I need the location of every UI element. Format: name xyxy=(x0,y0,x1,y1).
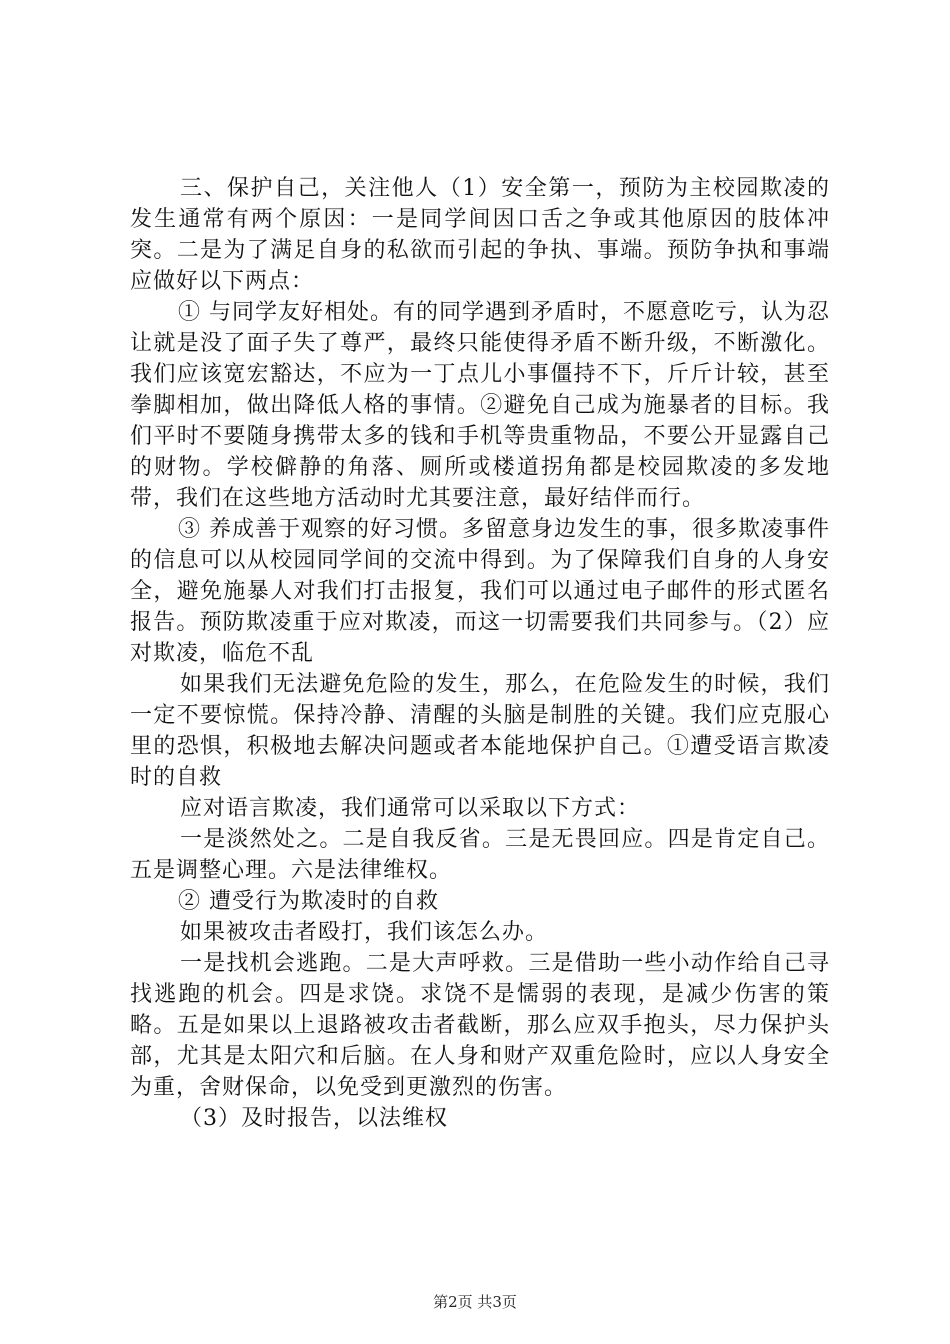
paragraph-verbal-methods-intro: 应对语言欺凌，我们通常可以采取以下方式： xyxy=(180,796,641,821)
paragraph-stay-calm: 如果我们无法避免危险的发生，那么，在危险发生的时候，我们一定不要惊慌。保持冷静、清醒的头脑是制胜的关键。我们应克服心里的恐惧，积极地去解决问题或者本能地保护自己。①遭受语言欺凌时的自救 xyxy=(130,672,830,790)
paragraph-point-three: ③ 养成善于观察的好习惯。多留意身边发生的事，很多欺凌事件的信息可以从校园同学间的交流中得到。为了保障我们自身的人身安全，避免施暴人对我们打击报复，我们可以通过电子邮件的形式匿名报告。预防欺凌重于应对欺凌，而这一切需要我们共同参与。（2）应对欺凌，临危不乱 xyxy=(130,517,830,666)
paragraph-report-heading: （3）及时报告，以法维权 xyxy=(180,1106,448,1131)
page-footer: 第2页 共3页 xyxy=(433,1293,517,1311)
paragraph-physical-question: 如果被攻击者殴打，我们该怎么办。 xyxy=(180,920,549,945)
paragraph-section-three: 三、保护自己，关注他人（1）安全第一，预防为主校园欺凌的发生通常有两个原因：一是同学间因口舌之争或其他原因的肢体冲突。二是为了满足自身的私欲而引起的争执、事端。预防争执和事端应做好以下两点： xyxy=(130,176,830,294)
document-body xyxy=(130,173,830,1134)
paragraph-physical-heading: ② 遭受行为欺凌时的自救 xyxy=(178,889,439,914)
paragraph-point-one: ① 与同学友好相处。有的同学遇到矛盾时，不愿意吃亏，认为忍让就是没了面子失了尊严，最终只能使得矛盾不断升级，不断激化。我们应该宽宏豁达，不应为一丁点儿小事僵持不下，斤斤计较，甚至拳脚相加，做出降低人格的事情。②避免自己成为施暴者的目标。我们平时不要随身携带太多的钱和手机等贵重物品，不要公开显露自己的财物。学校僻静的角落、厕所或楼道拐角都是校园欺凌的多发地带，我们在这些地方活动时尤其要注意，最好结伴而行。 xyxy=(130,300,830,511)
paragraph-physical-methods: 一是找机会逃跑。二是大声呼救。三是借助一些小动作给自己寻找逃跑的机会。四是求饶。求饶不是懦弱的表现，是减少伤害的策略。五是如果以上退路被攻击者截断，那么应双手抱头，尽力保护头部，尤其是太阳穴和后脑。在人身和财产双重危险时，应以人身安全为重，舍财保命，以免受到更激烈的伤害。 xyxy=(130,951,830,1100)
paragraph-verbal-methods: 一是淡然处之。二是自我反省。三是无畏回应。四是肯定自己。五是调整心理。六是法律维权。 xyxy=(130,827,830,883)
